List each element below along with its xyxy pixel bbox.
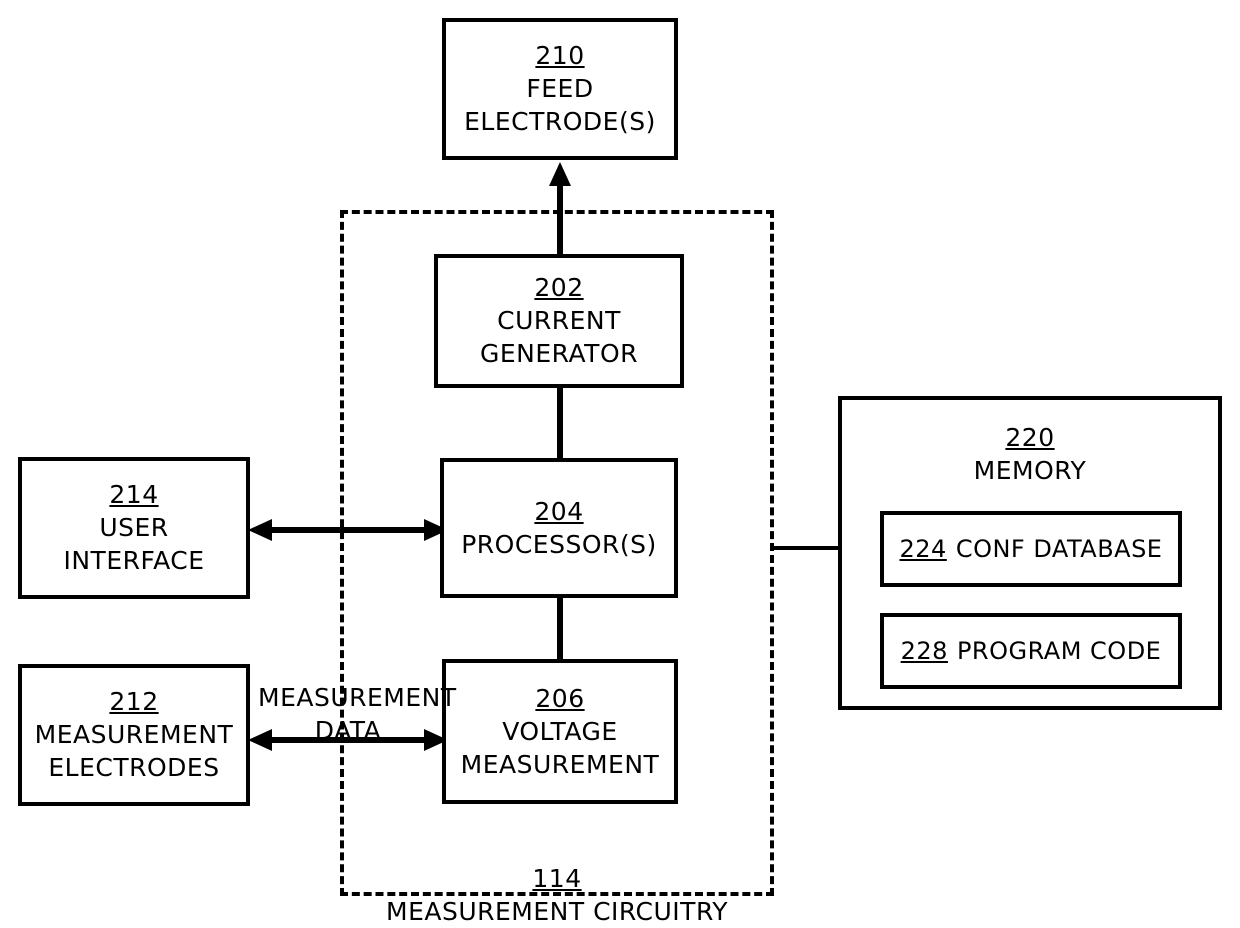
memory-item-label: CONF DATABASE: [955, 535, 1163, 563]
block-label: MEMORY: [973, 456, 1087, 485]
block-label: FEED ELECTRODE(S): [464, 74, 656, 136]
block-ref: 202: [534, 273, 584, 302]
block-ref: 214: [109, 480, 159, 509]
block-measurement-electrodes: [18, 664, 250, 806]
memory-item-conf-database: [880, 511, 1182, 587]
block-label: USER INTERFACE: [63, 513, 205, 575]
block-label: MEASUREMENT ELECTRODES: [34, 720, 234, 782]
block-ref: 220: [1005, 423, 1055, 452]
block-label: PROCESSOR(S): [461, 529, 657, 559]
annotation-label: MEASUREMENT DATA: [258, 683, 457, 745]
block-ref: 206: [535, 683, 585, 713]
block-ref: 210: [535, 41, 585, 70]
region-ref: 114: [532, 864, 582, 893]
region-label: MEASUREMENT CIRCUITRY: [386, 897, 728, 926]
memory-item-ref: 224: [899, 535, 947, 563]
block-voltage-measurement: [442, 659, 678, 804]
block-ref: 204: [534, 496, 584, 526]
memory-item-label: PROGRAM CODE: [956, 637, 1162, 665]
block-user-interface: [18, 457, 250, 599]
region-caption: [370, 829, 744, 928]
memory-item-program-code: [880, 613, 1182, 689]
annotation-measurement-data: [258, 648, 457, 747]
block-label: CURRENT GENERATOR: [479, 306, 638, 368]
block-ref: 212: [109, 687, 159, 716]
memory-item-ref: 228: [900, 637, 948, 665]
block-processor: [440, 458, 678, 598]
block-feed-electrodes: [442, 18, 678, 160]
block-label: VOLTAGE MEASUREMENT: [460, 716, 660, 779]
block-current-generator: [434, 254, 684, 388]
